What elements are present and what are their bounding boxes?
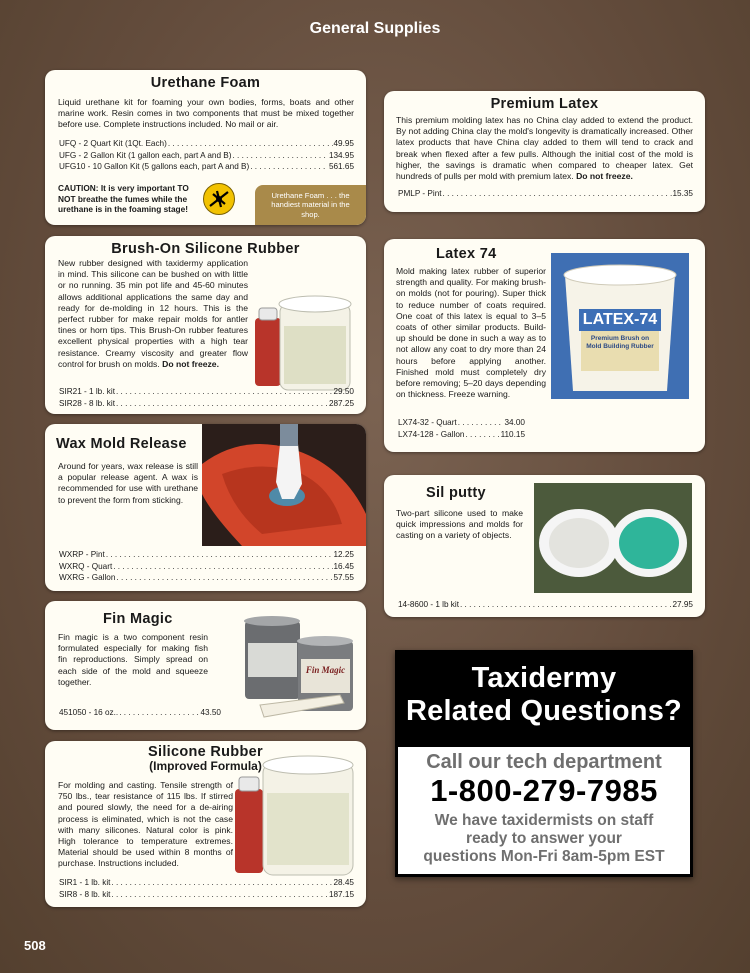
item-name: WXRP - Pint bbox=[59, 550, 105, 559]
wax-mold-release-card bbox=[45, 424, 366, 591]
card-title: Wax Mold Release bbox=[56, 436, 187, 452]
card-title: Urethane Foam bbox=[150, 75, 261, 91]
description-text: This premium molding latex has no China clay added to extend the product. By not adding China clay the mold's longevity is dramatically increased. Other latex products that have China clay added to them will tend to crack and break when flexed after a few pulls. Although the initial cost of the mold is higher, the savings is dramatic when compared to cheaper latex. Get hundreds of pulls per mold with premium latex. bbox=[396, 115, 693, 182]
item-name: UFG - 2 Gallon Kit (1 gallon each, part A and B) bbox=[59, 150, 232, 160]
item-price: 15.35 bbox=[672, 189, 693, 198]
item-name: UFG10 - 10 Gallon Kit (5 gallons each, part A and B) bbox=[59, 162, 250, 171]
item-price: 49.95 bbox=[333, 139, 354, 148]
price-list bbox=[398, 417, 525, 440]
price-row bbox=[59, 398, 354, 410]
item-price: 57.55 bbox=[333, 573, 354, 582]
warning-text: Do not freeze. bbox=[576, 171, 633, 182]
product-description: Liquid urethane kit for foaming your own bodies, forms, boats and other marine work. Resin comes in two components that must be mixed together before use. Complete instructions included. No mail or air. bbox=[58, 97, 354, 130]
item-price: 34.00 bbox=[504, 418, 525, 427]
fin-magic-jars-image bbox=[240, 613, 360, 723]
premium-latex-card bbox=[384, 91, 705, 212]
card-subtitle: (Improved Formula) bbox=[149, 759, 262, 773]
brush-on-silicone-card bbox=[45, 236, 366, 414]
fin-magic-card bbox=[45, 601, 366, 730]
silicone-kit-image bbox=[250, 266, 360, 396]
item-name: UFQ - 2 Quart Kit (1Qt. Each) bbox=[59, 139, 167, 148]
product-description: For molding and casting. Tensile strength of 750 lbs., tear resistance of 115 lbs. If stirred and poured slowly, the need for a de-airing process is eliminated, which is not the case with many silicones. Natural color is pink. High tolerance to temperature extremes. Material should be used within 8 months of purchase. Instructions included. bbox=[58, 780, 233, 869]
item-price: 561.65 bbox=[328, 162, 354, 171]
caution-note: CAUTION: It is very important TO NOT breathe the fumes while the urethane is in the foaming stage! bbox=[58, 183, 189, 214]
wax-application-image bbox=[202, 424, 366, 546]
item-name: SIR8 - 8 lb. kit bbox=[59, 889, 111, 899]
ad-call-text: Call our tech department bbox=[426, 751, 662, 773]
item-price: 134.95 bbox=[328, 150, 354, 160]
price-list bbox=[398, 599, 693, 611]
latex-74-card bbox=[384, 239, 705, 452]
price-row bbox=[398, 417, 525, 429]
product-description bbox=[58, 258, 248, 370]
item-name: LX74-128 - Gallon bbox=[398, 429, 465, 439]
item-name: WXRQ - Quart bbox=[59, 561, 113, 571]
price-row bbox=[59, 386, 354, 398]
page-number: 508 bbox=[24, 938, 46, 953]
phone-number[interactable]: 1-800-279-7985 bbox=[430, 773, 658, 808]
tub-subtitle: Premium Brush on Mold Building Rubber bbox=[586, 335, 654, 350]
ad-headline bbox=[395, 650, 693, 745]
card-title: Brush-On Silicone Rubber bbox=[111, 241, 300, 257]
price-row bbox=[59, 549, 354, 561]
price-list bbox=[59, 386, 354, 409]
silicone-rubber-card bbox=[45, 741, 366, 907]
card-title: Sil putty bbox=[426, 485, 486, 501]
price-row bbox=[59, 707, 221, 719]
item-name: SIR21 - 1 lb. kit bbox=[59, 387, 115, 396]
item-price: 287.25 bbox=[328, 398, 354, 408]
item-name: WXRG - Gallon bbox=[59, 573, 116, 582]
latex-74-tub-image bbox=[551, 253, 689, 399]
card-title: Fin Magic bbox=[103, 611, 173, 627]
ad-headline-line2: Related Questions? bbox=[406, 695, 682, 727]
ad-staff-line1: We have taxidermists on staff bbox=[434, 812, 654, 829]
price-row bbox=[59, 150, 354, 162]
item-price: 29.50 bbox=[333, 387, 354, 396]
item-price: 43.50 bbox=[200, 708, 221, 717]
card-title: Latex 74 bbox=[436, 246, 497, 262]
promo-badge: Urethane Foam . . . the handiest material in the shop. bbox=[255, 185, 366, 225]
urethane-foam-card bbox=[45, 70, 366, 225]
product-description: Fin magic is a two component resin formulated especially for making fish fin reproductions. Simply spread on each side of the mold and squeeze together. bbox=[58, 632, 208, 687]
price-list bbox=[59, 138, 354, 173]
item-name: LX74-32 - Quart bbox=[398, 418, 457, 427]
price-row bbox=[59, 572, 354, 584]
ad-staff-line3: questions Mon-Fri 8am-5pm EST bbox=[423, 848, 665, 865]
description-text: New rubber designed with taxidermy application in mind. This silicone can be bushed on with little or no running. 35 min pot life and 45-60 minutes allows additional applications the same day and ready for de-molding in 12 hours. This is the perfect rubber for make repair molds for antler tines or horn tips. This Brush-On rubber features excellent physical properties with a high tear resistance. Creamy viscosity and greater flow control for brush on molds. bbox=[58, 258, 248, 369]
price-row bbox=[59, 877, 354, 889]
ad-contact-panel bbox=[398, 747, 690, 874]
price-row bbox=[59, 889, 354, 901]
item-price: 187.15 bbox=[328, 889, 354, 899]
price-row bbox=[398, 599, 693, 611]
card-title: Premium Latex bbox=[490, 96, 599, 112]
item-price: 28.45 bbox=[333, 878, 354, 887]
price-row bbox=[59, 138, 354, 150]
price-list bbox=[398, 188, 693, 200]
item-name: PMLP - Pint bbox=[398, 189, 442, 198]
silicone-kit-image bbox=[233, 753, 358, 881]
item-name: SIR1 - 1 lb. kit bbox=[59, 878, 111, 887]
price-row bbox=[59, 161, 354, 173]
product-description: Two-part silicone used to make quick impressions and molds for casting on a variety of objects. bbox=[396, 508, 523, 541]
ad-headline-line1: Taxidermy bbox=[471, 662, 617, 694]
price-row bbox=[59, 561, 354, 573]
price-row bbox=[398, 188, 693, 200]
hazard-icon bbox=[203, 183, 235, 215]
warning-text: Do not freeze. bbox=[162, 358, 219, 369]
tub-brand: LATEX-74 bbox=[579, 309, 661, 331]
item-name: 451050 - 16 oz.. bbox=[59, 708, 119, 717]
sil-putty-card bbox=[384, 475, 705, 617]
price-list bbox=[59, 877, 354, 900]
section-title: General Supplies bbox=[309, 20, 441, 37]
jar-label: Fin Magic bbox=[305, 665, 346, 675]
price-row bbox=[398, 429, 525, 441]
item-price: 16.45 bbox=[333, 561, 354, 571]
item-price: 27.95 bbox=[672, 600, 693, 609]
item-name: SIR28 - 8 lb. kit bbox=[59, 398, 115, 408]
item-price: 110.15 bbox=[500, 429, 525, 439]
price-list bbox=[59, 549, 354, 584]
ad-staff-line2: ready to answer your bbox=[466, 830, 622, 847]
card-title: Silicone Rubber bbox=[148, 744, 263, 760]
product-description: Around for years, wax release is still a popular release agent. A wax is recommended for use with urethane to prevent the form from sticking. bbox=[58, 461, 198, 505]
price-list bbox=[59, 707, 221, 719]
tech-support-ad bbox=[395, 650, 693, 877]
item-price: 12.25 bbox=[333, 550, 354, 559]
product-description bbox=[396, 115, 693, 182]
sil-putty-image bbox=[534, 483, 692, 593]
product-description: Mold making latex rubber of superior strength and quality. For making brush-on molds (not for pouring). Super thick to reduce number of coats required. One coat of this latex is equal to 3–5 coats of other similar products. Build-up should be done in such a way as to not allow any coat to dry more than 24 hours before applying another. Finished mold must completely dry before removing; 5–20 days depending on thickness. Freeze warning. bbox=[396, 266, 546, 400]
item-name: 14-8600 - 1 lb kit bbox=[398, 600, 459, 609]
